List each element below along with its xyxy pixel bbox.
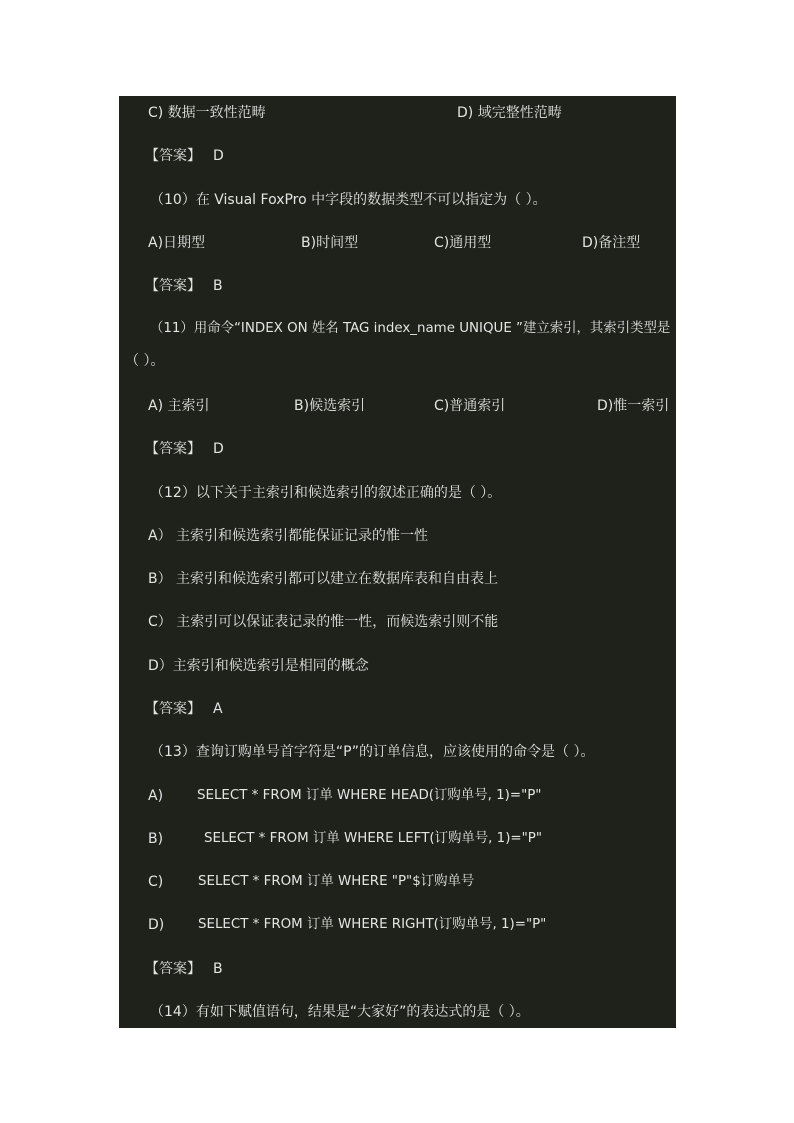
q10-option-d: D)备注型: [582, 235, 641, 251]
option-label: C): [148, 874, 164, 890]
q11-option-b: B)候选索引: [294, 398, 366, 414]
q9-option-c: C) 数据一致性范畴: [148, 105, 266, 121]
option-label: A): [148, 788, 164, 804]
answer-value: D: [213, 148, 224, 164]
option-text: SELECT * FROM 订单 WHERE "P"$订购单号: [198, 874, 475, 889]
q12-option-d: D）主索引和候选索引是相同的概念: [148, 658, 369, 674]
answer-label: 【答案】: [145, 278, 201, 294]
answer-label: 【答案】: [145, 701, 201, 717]
answer-label: 【答案】: [145, 441, 201, 457]
q14-question: （14）有如下赋值语句，结果是“大家好”的表达式的是（ ）。: [150, 1004, 530, 1020]
answer-label: 【答案】: [145, 961, 201, 977]
answer-value: B: [213, 278, 223, 294]
q12-question: （12）以下关于主索引和候选索引的叙述正确的是（ ）。: [150, 485, 502, 501]
answer-value: B: [213, 961, 223, 977]
q11-option-d: D)惟一索引: [597, 398, 670, 414]
q12-option-c: C） 主索引可以保证表记录的惟一性，而候选索引则不能: [148, 614, 499, 630]
q11-question-line1: （11）用命令“INDEX ON 姓名 TAG index_name UNIQUE ”建立索引，其索引类型是: [150, 321, 671, 336]
q11-option-a: A) 主索引: [148, 398, 210, 414]
option-label: D): [148, 917, 165, 933]
answer-value: A: [213, 701, 223, 717]
q11-option-c: C)普通索引: [434, 398, 506, 414]
q10-option-a: A)日期型: [148, 235, 206, 251]
answer-value: D: [213, 441, 224, 457]
q12-option-a: A） 主索引和候选索引都能保证记录的惟一性: [148, 528, 429, 544]
option-text: SELECT * FROM 订单 WHERE RIGHT(订购单号, 1)="P": [198, 917, 547, 932]
option-text: SELECT * FROM 订单 WHERE LEFT(订购单号, 1)="P": [204, 831, 543, 846]
option-label: B): [148, 831, 164, 847]
q10-option-b: B)时间型: [301, 235, 359, 251]
q12-option-b: B） 主索引和候选索引都可以建立在数据库表和自由表上: [148, 571, 499, 587]
q13-question: （13）查询订购单号首字符是“P”的订单信息，应该使用的命令是（ ）。: [150, 744, 595, 760]
document-page: [119, 96, 676, 1028]
q10-option-c: C)通用型: [434, 235, 492, 251]
q10-question: （10）在 Visual FoxPro 中字段的数据类型不可以指定为（ ）。: [150, 192, 547, 208]
option-text: SELECT * FROM 订单 WHERE HEAD(订购单号, 1)="P": [197, 788, 542, 803]
answer-label: 【答案】: [145, 148, 201, 164]
q9-option-d: D) 域完整性范畴: [457, 105, 562, 121]
q11-question-line2: （ ）。: [125, 353, 165, 369]
